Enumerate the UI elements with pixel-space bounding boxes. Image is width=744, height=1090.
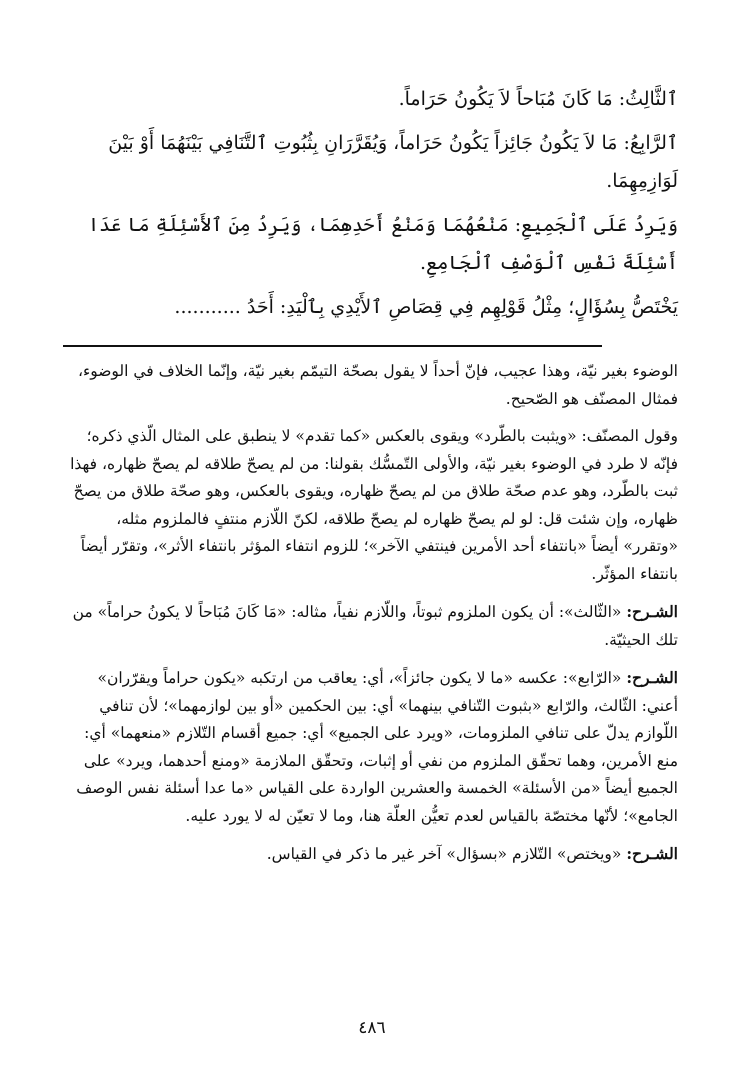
sharh-paragraph-5-text: «ويختص» التّلازم «بسؤال» آخر غير ما ذكر في القياس. [266, 845, 622, 863]
matn-line-3: وَيَرِدُ عَلَى ٱلْجَمِيعِ: مَنْعُهُمَا وَمَنْعُ أَحَدِهِمَا، وَيَرِدُ مِنَ ٱلأَسْئِلَةِ مَا عَدَا أَسْئِلَةَ نَفْسِ ٱلْوَصْفِ ٱلْجَامِعِ. [87, 214, 678, 274]
sharh-paragraph-5 [66, 840, 678, 869]
sharh-paragraph-4-text: «الرّابع»: عكسه «ما لا يكون جائزاً»، أي: يعاقب من ارتكبه «يكون حراماً ويقرّران» أعني: الثّالث، والرّابع «بثبوت التّنافي بينهما» أي: بين الحكمين «أو بين لوازمهما»؛ لأن تنافي اللّوازم يدلّ على تنافي الملزومات، «ويرد على الجميع» أي: جميع أقسام التّلازم «منعهما» أي: منع الأمرين، وهما تحقّق الملزوم من نفي أو إثبات، وتحقّق الملازمة «ومنع أحدهما، ويرد» على الجميع أيضاً «من الأسئلة» الخمسة والعشرين الواردة على القياس «ما عدا أسئلة نفس الوصف الجامع»؛ لأنّها مختصّة بالقياس لعدم تعيُّن العلّة هنا، وما لا تعيّن له لا يورد عليه. [76, 669, 678, 825]
sharh-paragraph-1: الوضوء بغير نيّة، وهذا عجيب، فإنّ أحداً لا يقول بصحّة التيمّم بغير نيّة، وإنّما الخلاف في الوضوء، فمثال المصنّف هو الصّحيح. [77, 362, 678, 408]
sharh-paragraph-2: وقول المصنّف: «ويثبت بالطّرد» ويقوى بالعكس «كما تقدم» لا ينطبق على المثال الّذي ذكره؛ فإنّه لا طرد في الوضوء بغير نيّة، والأولى التّمسُّك بقولنا: من لم يصحّ طلاقه لم يصحّ ظهاره، فهذا ثبت بالطّرد، وهو عدم صحّة طلاق من لم يصحّ ظهاره، ويقوى بالعكس، وهو صحّة طلاق من يصحّ ظهاره، وإن شئت قل: لو لم يصحّ ظهاره لم يصحّ طلاقه، لكنّ اللّازم منتفٍ فالملزوم مثله، «وتقرر» أيضاً «بانتفاء أحد الأمرين فينتفي الآخر»؛ للزوم انتفاء المؤثر بانتفاء الأثر»، وتقرّر أيضاً بانتفاء المؤثّر. [70, 427, 678, 583]
matn-line-4-text: يَخْتَصُّ بِسُؤَالٍ؛ مِثْلُ قَوْلِهِم فِي قِصَاصِ ٱلأَيْدِي بِٱلْيَدِ: أَحَدُ [246, 296, 678, 318]
sharh-label: الشـرح: [626, 602, 678, 621]
sharh-text-block [66, 358, 678, 879]
sharh-paragraph-3 [66, 598, 678, 654]
matn-text-block [66, 80, 678, 332]
matn-line-1: ٱلثَّالِثُ: مَا كَانَ مُبَاحاً لاَ يَكُونُ حَرَاماً. [398, 88, 678, 110]
matn-line-4 [66, 288, 678, 326]
section-divider [63, 345, 602, 347]
sharh-paragraph-3-text: «الثّالث»: أن يكون الملزوم ثبوتاً، واللّازم نفياً، مثاله: «مَا كَانَ مُبَاحاً لا يكونُ حراماً» من تلك الحيثيّة. [72, 603, 678, 649]
page-number: ٤٨٦ [358, 1018, 386, 1038]
matn-line-2: ٱلرَّابِعُ: مَا لاَ يَكُونُ جَائِزاً يَكُونُ حَرَاماً، وَيُقَرَّرَانِ بِثُبُوتِ ٱلتَّنَافِي بَيْنَهُمَا أَوْ بَيْنَ لَوَازِمِهِمَا. [108, 132, 678, 192]
sharh-label: الشـرح: [626, 668, 678, 687]
sharh-paragraph-4 [66, 664, 678, 830]
ellipsis-dots: ........... [174, 296, 241, 318]
sharh-label: الشـرح: [626, 844, 678, 863]
